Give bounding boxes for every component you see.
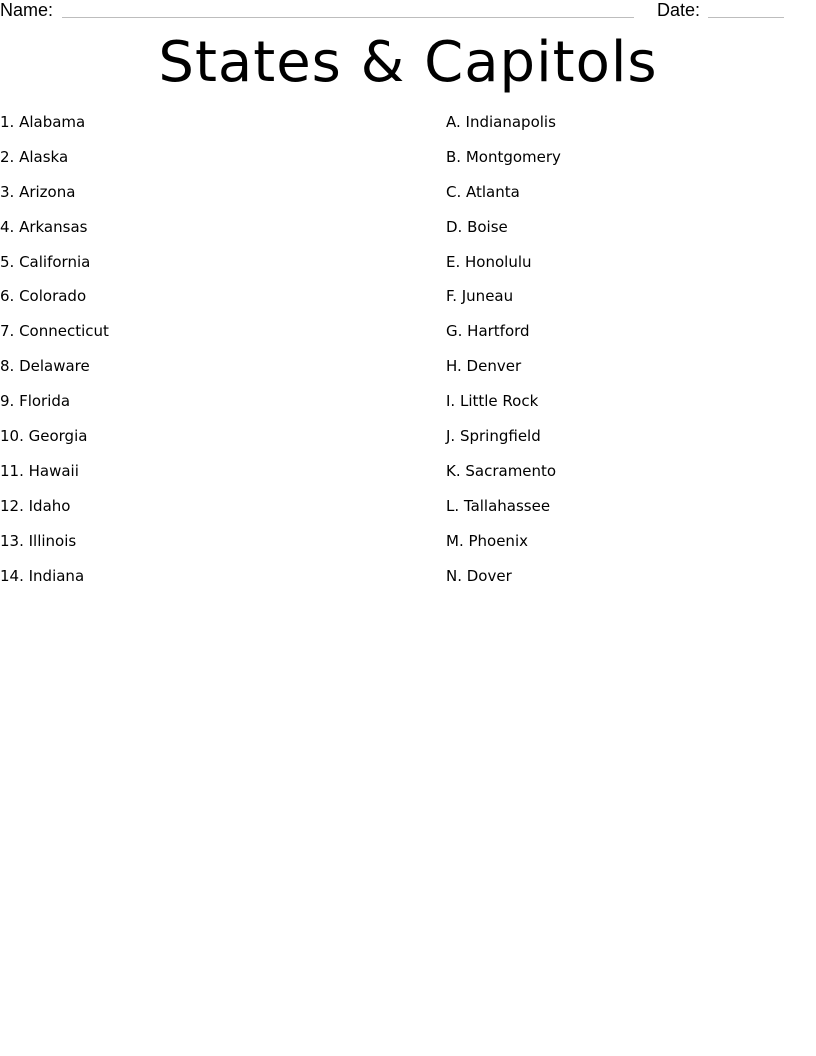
state-item: 4. Arkansas <box>0 217 88 236</box>
state-item: 11. Hawaii <box>0 461 79 480</box>
page-title: States & Capitols <box>158 30 658 95</box>
capital-item: C. Atlanta <box>446 182 520 201</box>
worksheet-header <box>0 0 816 22</box>
capital-item: N. Dover <box>446 566 512 585</box>
state-item: 2. Alaska <box>0 147 69 166</box>
state-item: 12. Idaho <box>0 496 71 515</box>
capital-item: J. Springfield <box>446 427 541 446</box>
capital-item: A. Indianapolis <box>446 113 556 131</box>
state-item: 8. Delaware <box>0 357 90 376</box>
capital-item: E. Honolulu <box>446 252 532 271</box>
capital-item: D. Boise <box>446 217 508 236</box>
state-item: 5. California <box>0 252 91 271</box>
state-item: 9. Florida <box>0 392 71 411</box>
state-item: 6. Colorado <box>0 287 87 306</box>
capitals-list <box>446 112 806 600</box>
date-label: Date: <box>657 0 701 20</box>
state-item: 3. Arizona <box>0 182 76 201</box>
capital-item: M. Phoenix <box>446 531 528 550</box>
state-item: 10. Georgia <box>0 427 88 446</box>
name-label: Name: <box>0 0 54 20</box>
state-item: 7. Connecticut <box>0 322 109 341</box>
date-blank-line <box>708 17 784 18</box>
capital-item: I. Little Rock <box>446 392 539 411</box>
capital-item: K. Sacramento <box>446 461 557 480</box>
state-item: 13. Illinois <box>0 531 77 550</box>
capital-item: G. Hartford <box>446 322 530 341</box>
capital-item: H. Denver <box>446 357 522 376</box>
capital-item: L. Tallahassee <box>446 496 551 515</box>
name-blank-line <box>62 17 634 18</box>
state-item: 1. Alabama <box>0 113 86 131</box>
state-item: 14. Indiana <box>0 566 85 585</box>
capital-item: B. Montgomery <box>446 147 561 166</box>
capital-item: F. Juneau <box>446 287 514 306</box>
states-list <box>0 112 400 600</box>
